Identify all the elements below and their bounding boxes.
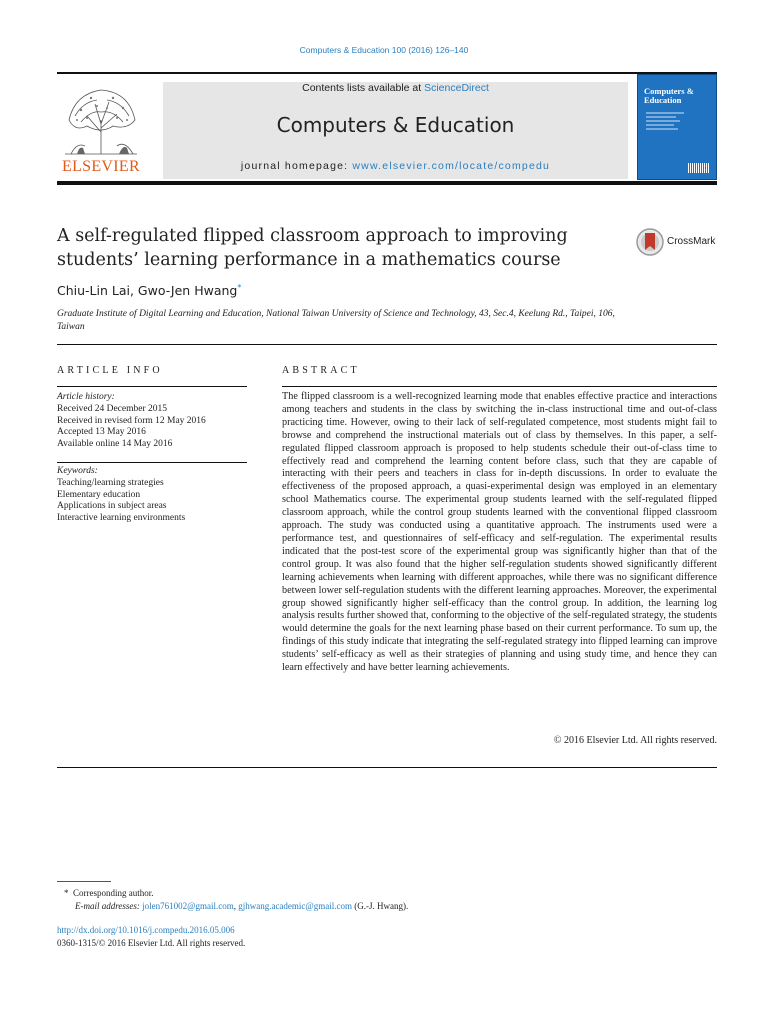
info-divider-rule	[57, 462, 247, 463]
header-top-rule	[57, 72, 717, 74]
history-label: Article history:	[57, 392, 115, 402]
email-link-lai[interactable]: jolen761002@gmail.com	[142, 901, 234, 911]
history-online: Available online 14 May 2016	[57, 439, 173, 450]
keywords	[57, 466, 257, 525]
abstract-heading: ABSTRACT	[282, 365, 360, 376]
corresponding-author-note	[64, 887, 154, 899]
cover-title: Computers & Education	[644, 86, 694, 105]
elsevier-wordmark: ELSEVIER	[62, 158, 140, 175]
cover-barcode	[688, 163, 710, 173]
crossmark-label[interactable]: CrossMark	[667, 236, 716, 247]
author-names[interactable]: Chiu-Lin Lai, Gwo-Jen Hwang	[57, 283, 238, 299]
footnote-mark: *	[64, 888, 69, 898]
keyword-item: Interactive learning environments	[57, 513, 186, 524]
journal-cover-thumbnail[interactable]	[637, 74, 717, 180]
journal-title: Computers & Education	[276, 113, 515, 137]
article-title: A self-regulated flipped classroom approach to improving students’ learning performance in a mathematics course	[57, 226, 568, 270]
keyword-item: Teaching/learning strategies	[57, 477, 164, 488]
keyword-item: Elementary education	[57, 489, 141, 500]
history-received: Received 24 December 2015	[57, 403, 167, 414]
abstract-copyright: © 2016 Elsevier Ltd. All rights reserved.	[553, 735, 717, 746]
history-accepted: Accepted 13 May 2016	[57, 427, 146, 438]
abstract-bottom-rule	[57, 767, 717, 768]
keywords-label: Keywords:	[57, 466, 98, 476]
email-suffix: (G.-J. Hwang).	[351, 901, 409, 911]
homepage-prefix: journal homepage:	[240, 160, 353, 172]
footnote-rule	[57, 881, 111, 882]
issn-copyright: 0360-1315/© 2016 Elsevier Ltd. All rights reserved.	[57, 938, 246, 948]
email-addresses	[75, 900, 408, 912]
keyword-item: Applications in subject areas	[57, 501, 167, 512]
author-list	[57, 283, 241, 298]
email-label: E-mail addresses:	[75, 901, 140, 911]
corresponding-author-text: Corresponding author.	[73, 888, 154, 898]
cover-text-lines	[646, 111, 696, 135]
doi-link[interactable]: http://dx.doi.org/10.1016/j.compedu.2016.05.006	[57, 925, 235, 935]
contents-prefix: Contents lists available at	[302, 82, 425, 94]
homepage-link[interactable]: www.elsevier.com/locate/compedu	[352, 160, 551, 172]
abstract-top-rule	[282, 386, 717, 387]
journal-reference[interactable]: Computers & Education 100 (2016) 126–140	[299, 45, 469, 55]
history-revised: Received in revised form 12 May 2016	[57, 415, 206, 426]
corresponding-author-mark[interactable]: *	[237, 283, 242, 292]
contents-availability	[163, 82, 628, 94]
info-top-rule	[57, 386, 247, 387]
author-affiliation: Graduate Institute of Digital Learning and Education, National Taiwan University of Science and Technology, 43, Sec.4, Keelung Rd., Taipei, 106, Taiwan	[57, 309, 615, 332]
journal-homepage	[163, 160, 628, 172]
header-bottom-rule	[57, 181, 717, 185]
email-link-hwang[interactable]: gjhwang.academic@gmail.com	[238, 901, 352, 911]
sciencedirect-link[interactable]: ScienceDirect	[424, 82, 489, 94]
article-history	[57, 392, 257, 451]
email-separator: ,	[233, 901, 239, 911]
title-section-rule	[57, 344, 717, 345]
abstract-text: The flipped classroom is a well-recognized learning mode that enables effective practice and interactions among teachers and students in the class by switching the in-class instructional time and out-of-class practicing time. However, owing to their lack of self-regulated competence, most students might fail to browse and comprehend the instructional materials out of class by themselves. In this paper, a self-regulated flipped classroom approach is proposed to help students schedule their out-of-class time to effectively read and comprehend the learning content before class, such that they are capable of interacting with their peers and teachers in class for in-depth discussions. In order to evaluate the effectiveness of the proposed approach, a quasi-experimental design was employed in an elementary school Mathematics course. The experimental group students learned with the self-regulated flipped classroom approach, while the control group students learned with the conventional flipped classroom approach. The study was conducted using a quantitative approach. The instruments used were a performance test, and questionnaires of self-efficacy and self-regulation. The experimental results indicated that the post-test score of the experimental group was significantly higher than that of the control group. It was also found that the higher self-regulation students showed significantly different learning achievements when learning with different approaches, while there was no significant difference between lower self-regulation students with the different learning approaches. Moreover, the experimental group showed significantly higher self-efficacy than the control group. In addition, the learning log analysis results further showed that, conforming to the objective of the self-regulated strategy, the students would determine the goals for the next learning phase based on their current performance. To sum up, the findings of this study indicate that integrating the self-regulated strategy into flipped learning can improve students’ self-efficacy as well as their strategies of planning and using study time, and hence they can learn effectively and have better learning achievements.	[282, 391, 717, 674]
article-info-heading: ARTICLE INFO	[57, 365, 163, 376]
